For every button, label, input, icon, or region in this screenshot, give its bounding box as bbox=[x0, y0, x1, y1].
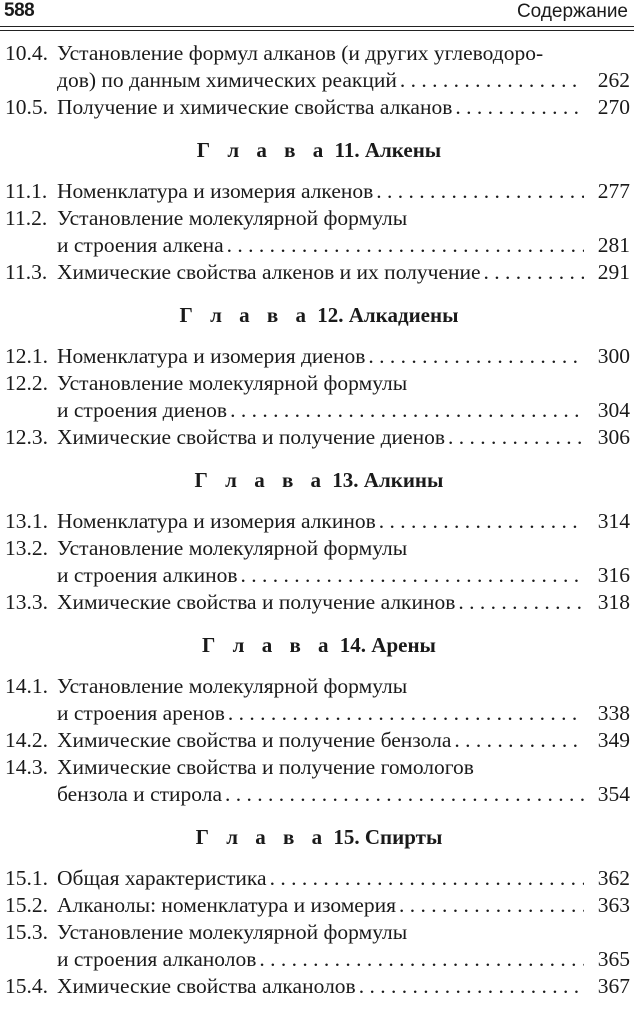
toc-entry-line bbox=[0, 259, 638, 286]
section-title: Установление молекулярной формулы bbox=[57, 536, 408, 560]
dot-leader bbox=[376, 178, 584, 205]
toc-entry[interactable] bbox=[0, 919, 638, 973]
toc-entry[interactable] bbox=[0, 259, 638, 286]
section-title: Алканолы: номенклатура и изомерия bbox=[57, 892, 399, 919]
section-title: Номенклатура и изомерия диенов bbox=[57, 343, 368, 370]
section-title: Химические свойства алканолов bbox=[57, 973, 359, 1000]
dot-leader bbox=[359, 973, 584, 1000]
dot-leader bbox=[225, 781, 584, 808]
section-number: 11.3. bbox=[5, 260, 48, 284]
section-number: 15.2. bbox=[5, 893, 48, 917]
toc-entry[interactable] bbox=[0, 178, 638, 205]
section-title: Установление молекулярной формулы bbox=[57, 674, 408, 698]
toc-entry[interactable] bbox=[0, 508, 638, 535]
section-number: 13.3. bbox=[5, 590, 48, 614]
toc-entry-line bbox=[0, 919, 638, 946]
section-number: 13.2. bbox=[5, 536, 48, 560]
toc-entry-line bbox=[0, 508, 638, 535]
toc-entry[interactable] bbox=[0, 673, 638, 727]
dot-leader bbox=[399, 892, 584, 919]
chapter-title: 14. Арены bbox=[334, 633, 436, 657]
page-reference: 363 bbox=[597, 893, 630, 917]
section-title: Общая характеристика bbox=[57, 865, 270, 892]
toc-entry-line bbox=[0, 94, 638, 121]
section-number: 15.1. bbox=[5, 866, 48, 890]
toc-entry-line bbox=[0, 67, 638, 94]
page-reference: 300 bbox=[597, 344, 630, 368]
dot-leader bbox=[240, 562, 584, 589]
section-title: Химические свойства и получение бензола bbox=[57, 727, 454, 754]
section-title: и строения алканолов bbox=[57, 946, 259, 973]
dot-leader bbox=[379, 508, 584, 535]
section-title: Установление молекулярной формулы bbox=[57, 920, 408, 944]
header-rule bbox=[0, 26, 634, 27]
toc-entry-line bbox=[0, 424, 638, 451]
toc-entry[interactable] bbox=[0, 754, 638, 808]
toc-entry-line bbox=[0, 673, 638, 700]
section-title: Установление молекулярной формулы bbox=[57, 206, 408, 230]
section-number: 11.2. bbox=[5, 206, 48, 230]
toc-entry[interactable] bbox=[0, 973, 638, 1000]
toc-entry[interactable] bbox=[0, 535, 638, 589]
toc-entry-line bbox=[0, 397, 638, 424]
page-header bbox=[0, 0, 638, 32]
section-number: 14.3. bbox=[5, 755, 48, 779]
toc-entry-line bbox=[0, 781, 638, 808]
section-title: Получение и химические свойства алканов bbox=[57, 94, 455, 121]
chapter-title: 12. Алкадиены bbox=[311, 303, 459, 327]
dot-leader bbox=[368, 343, 584, 370]
chapter-heading bbox=[0, 132, 638, 168]
section-number: 12.2. bbox=[5, 371, 48, 395]
toc-entry-line bbox=[0, 946, 638, 973]
section-title: Установление молекулярной формулы bbox=[57, 371, 408, 395]
section-title: и строения диенов bbox=[57, 397, 230, 424]
section-title: и строения алкена bbox=[57, 232, 227, 259]
dot-leader bbox=[454, 727, 584, 754]
page-reference: 318 bbox=[597, 590, 630, 614]
chapter-label: Г л а в а bbox=[195, 825, 329, 849]
dot-leader bbox=[270, 865, 584, 892]
section-title: и строения алкинов bbox=[57, 562, 240, 589]
header-rule bbox=[0, 30, 634, 31]
chapter-title: 11. Алкены bbox=[329, 138, 442, 162]
dot-leader bbox=[458, 589, 584, 616]
toc-entry-line bbox=[0, 865, 638, 892]
section-number: 15.3. bbox=[5, 920, 48, 944]
toc-entry-line bbox=[0, 205, 638, 232]
toc-entry[interactable] bbox=[0, 589, 638, 616]
toc-entry-line bbox=[0, 370, 638, 397]
page-reference: 365 bbox=[597, 947, 630, 971]
section-number: 13.1. bbox=[5, 509, 48, 533]
section-number: 12.3. bbox=[5, 425, 48, 449]
page-reference: 306 bbox=[597, 425, 630, 449]
page-reference: 281 bbox=[597, 233, 630, 257]
section-number: 11.1. bbox=[5, 179, 48, 203]
dot-leader bbox=[484, 259, 584, 286]
chapter-label: Г л а в а bbox=[194, 468, 328, 492]
dot-leader bbox=[230, 397, 584, 424]
section-title: бензола и стирола bbox=[57, 781, 225, 808]
section-title: Номенклатура и изомерия алкинов bbox=[57, 508, 379, 535]
section-number: 10.5. bbox=[5, 95, 48, 119]
page-reference: 270 bbox=[597, 95, 630, 119]
dot-leader bbox=[455, 94, 584, 121]
toc-entry-line bbox=[0, 343, 638, 370]
toc-entry-line bbox=[0, 535, 638, 562]
chapter-title: 13. Алкины bbox=[327, 468, 444, 492]
section-number: 14.2. bbox=[5, 728, 48, 752]
toc-entry-line bbox=[0, 754, 638, 781]
page-reference: 354 bbox=[597, 782, 630, 806]
dot-leader bbox=[400, 67, 584, 94]
section-number: 12.1. bbox=[5, 344, 48, 368]
chapter-heading bbox=[0, 297, 638, 333]
page-reference: 304 bbox=[597, 398, 630, 422]
section-title: Номенклатура и изомерия алкенов bbox=[57, 178, 376, 205]
dot-leader bbox=[228, 700, 584, 727]
toc-entry[interactable] bbox=[0, 727, 638, 754]
page-reference: 316 bbox=[597, 563, 630, 587]
toc-entry-line bbox=[0, 40, 638, 67]
toc-entry-line bbox=[0, 700, 638, 727]
page-reference: 314 bbox=[597, 509, 630, 533]
section-title: дов) по данным химических реакций bbox=[57, 67, 400, 94]
chapter-heading bbox=[0, 819, 638, 855]
page-reference: 349 bbox=[597, 728, 630, 752]
toc-entry[interactable] bbox=[0, 424, 638, 451]
toc-entry-line bbox=[0, 562, 638, 589]
toc-entry-line bbox=[0, 892, 638, 919]
toc-entry[interactable] bbox=[0, 343, 638, 370]
page-reference: 291 bbox=[597, 260, 630, 284]
page-reference: 277 bbox=[597, 179, 630, 203]
table-of-contents bbox=[0, 40, 638, 1000]
chapter-label: Г л а в а bbox=[202, 633, 335, 657]
section-title: Установление формул алканов (и других углеводоро- bbox=[57, 41, 544, 65]
chapter-label: Г л а в а bbox=[179, 303, 312, 327]
page-number: 588 bbox=[4, 0, 35, 21]
dot-leader bbox=[259, 946, 584, 973]
toc-entry[interactable] bbox=[0, 370, 638, 424]
section-title: Химические свойства и получение гомологов bbox=[57, 755, 474, 779]
toc-entry-line bbox=[0, 973, 638, 1000]
section-title: Химические свойства алкенов и их получение bbox=[57, 259, 484, 286]
section-title: Химические свойства и получение диенов bbox=[57, 424, 448, 451]
page-reference: 367 bbox=[597, 974, 630, 998]
page-reference: 362 bbox=[597, 866, 630, 890]
chapter-label: Г л а в а bbox=[196, 138, 330, 162]
section-title: и строения аренов bbox=[57, 700, 228, 727]
toc-entry[interactable] bbox=[0, 40, 638, 94]
toc-entry[interactable] bbox=[0, 94, 638, 121]
dot-leader bbox=[448, 424, 584, 451]
chapter-heading bbox=[0, 462, 638, 498]
chapter-title: 15. Спирты bbox=[328, 825, 443, 849]
page-reference: 338 bbox=[597, 701, 630, 725]
section-number: 10.4. bbox=[5, 41, 48, 65]
chapter-heading bbox=[0, 627, 638, 663]
dot-leader bbox=[227, 232, 584, 259]
toc-entry[interactable] bbox=[0, 205, 638, 259]
page-reference: 262 bbox=[597, 68, 630, 92]
section-title: Химические свойства и получение алкинов bbox=[57, 589, 458, 616]
toc-entry-line bbox=[0, 589, 638, 616]
toc-entry-line bbox=[0, 232, 638, 259]
toc-entry-line bbox=[0, 178, 638, 205]
toc-entry[interactable] bbox=[0, 892, 638, 919]
toc-entry-line bbox=[0, 727, 638, 754]
section-number: 15.4. bbox=[5, 974, 48, 998]
section-number: 14.1. bbox=[5, 674, 48, 698]
toc-entry[interactable] bbox=[0, 865, 638, 892]
running-title: Содержание bbox=[516, 1, 628, 22]
